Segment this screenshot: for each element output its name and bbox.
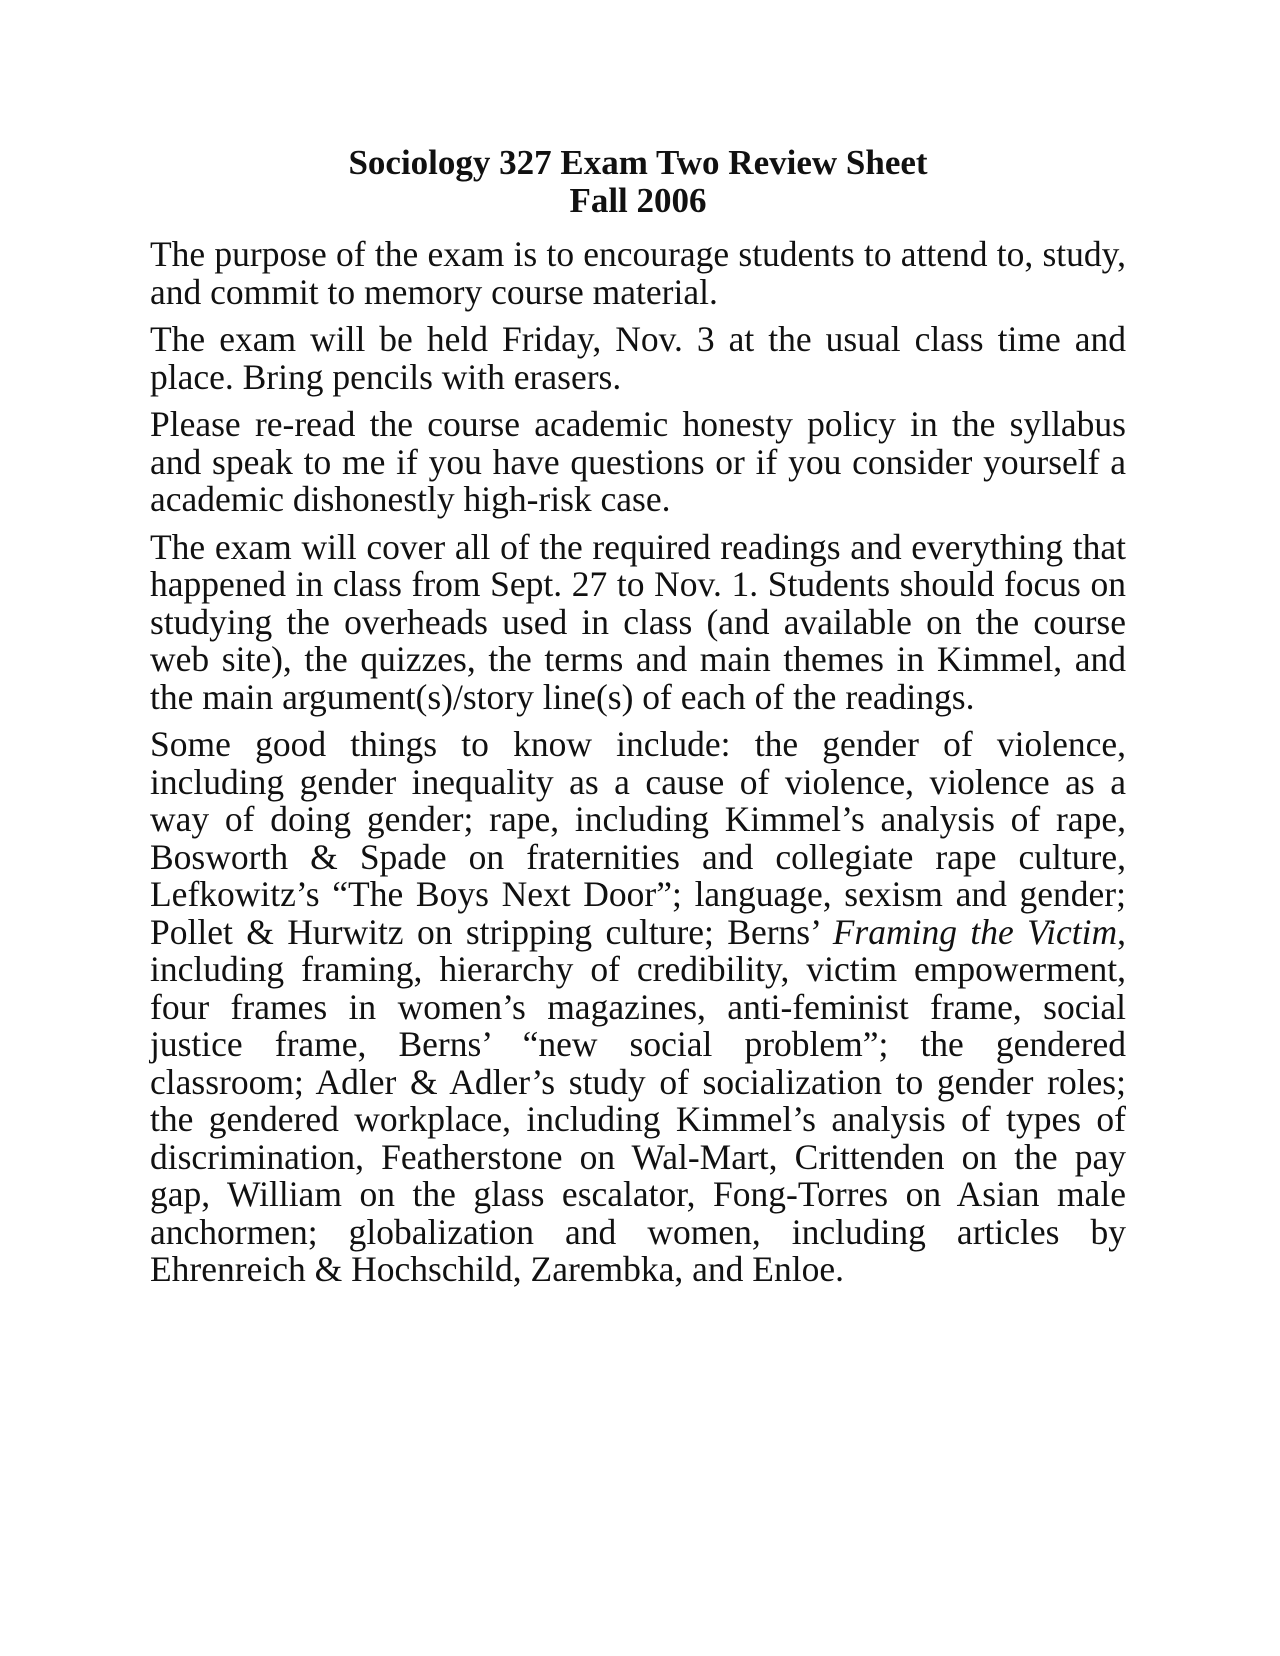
book-title-italic: Framing the Victim — [832, 911, 1118, 952]
paragraph-coverage: The exam will cover all of the required readings and everything that happened in class from Sept. 27 to Nov. 1. Students should focus on studying the overheads used in class (and available on the course web site), the quizzes, the terms and main themes in Kimmel, and the main argument(s)/story line(s) of each of the readings. — [150, 526, 1126, 717]
page-title: Sociology 327 Exam Two Review Sheet — [348, 143, 928, 182]
body-text — [150, 236, 1126, 1289]
paragraph-honesty: Please re-read the course academic honesty policy in the syllabus and speak to me if you have questions or if you consider yourself a academic dishonestly high-risk case. — [150, 404, 1126, 519]
title-block — [150, 144, 1126, 220]
paragraph-topics — [150, 726, 1126, 1289]
term-subtitle: Fall 2006 — [569, 181, 707, 220]
paragraph-schedule: The exam will be held Friday, Nov. 3 at the usual class time and place. Bring pencils with erasers. — [150, 319, 1126, 397]
paragraph-purpose: The purpose of the exam is to encourage students to attend to, study, and commit to memory course material. — [150, 234, 1126, 312]
topics-text-part2: , including framing, hierarchy of credibility, victim empowerment, four frames in women’s magazines, anti-feminist frame, social justice frame, Berns’ “new social problem”; the gendered classroom; Adler & Adler’s study of socialization to gender roles; the gendered workplace, including Kimmel’s analysis of types of discrimination, Featherstone on Wal-Mart, Crittenden on the pay gap, William on the glass escalator, Fong-Torres on Asian male anchormen; globalization and women, including articles by Ehrenreich & Hochschild, Zarembka, and Enloe. — [150, 911, 1126, 1289]
topics-text-part1: Some good things to know include: the gender of violence, including gender inequality as a cause of violence, violence as a way of doing gender; rape, including Kimmel’s analysis of rape, Bosworth & Spade on fraternities and collegiate rape culture, Lefkowitz’s “The Boys Next Door”; language, sexism and gender; Pollet & Hurwitz on stripping culture; Berns’ — [150, 724, 1126, 952]
